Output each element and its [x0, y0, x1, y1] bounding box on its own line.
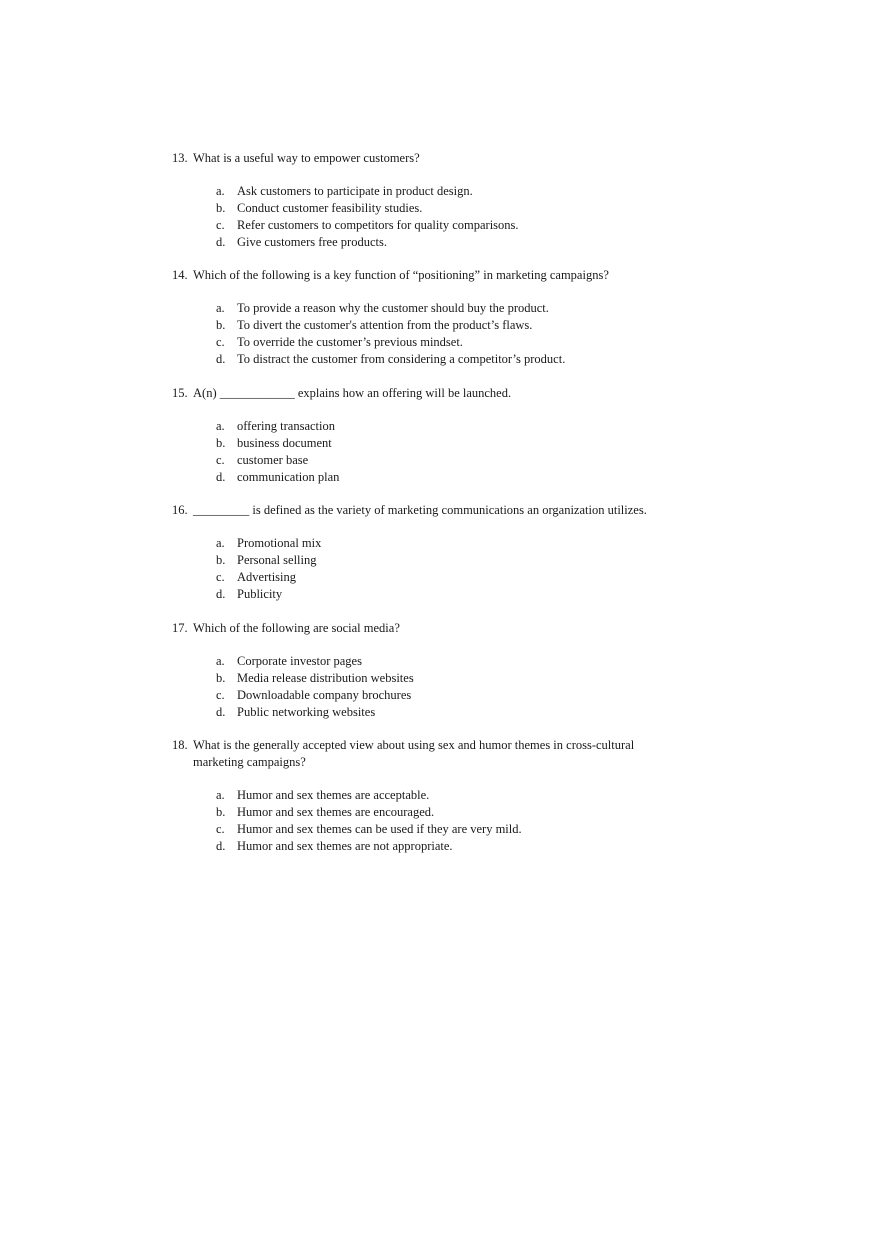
- question-stem: [172, 620, 672, 637]
- option-letter: a.: [216, 654, 225, 668]
- option-a: [216, 183, 672, 200]
- option-text: Humor and sex themes are encouraged.: [237, 805, 435, 819]
- option-text: Advertising: [237, 570, 297, 584]
- question-13: [172, 150, 672, 251]
- option-letter: d.: [216, 587, 226, 601]
- option-letter: d.: [216, 235, 226, 249]
- option-d: [216, 704, 672, 721]
- question-text: Which of the following are social media?: [193, 621, 400, 635]
- question-number: 15.: [172, 386, 188, 400]
- option-text: Media release distribution websites: [237, 671, 414, 685]
- option-text: Humor and sex themes are acceptable.: [237, 788, 430, 802]
- option-a: [216, 653, 672, 670]
- option-letter: c.: [216, 218, 225, 232]
- option-letter: c.: [216, 335, 225, 349]
- option-text: Corporate investor pages: [237, 654, 362, 668]
- option-b: [216, 317, 672, 334]
- option-text: Promotional mix: [237, 536, 322, 550]
- question-stem: [172, 502, 672, 519]
- option-c: [216, 217, 672, 234]
- option-letter: a.: [216, 419, 225, 433]
- option-letter: c.: [216, 822, 225, 836]
- option-c: [216, 334, 672, 351]
- option-letter: c.: [216, 570, 225, 584]
- option-c: [216, 687, 672, 704]
- option-text: Ask customers to participate in product design.: [237, 184, 473, 198]
- option-letter: c.: [216, 688, 225, 702]
- option-text: To divert the customer's attention from the product’s flaws.: [237, 318, 533, 332]
- question-text: Which of the following is a key function of “positioning” in marketing campaigns?: [193, 268, 609, 282]
- option-c: [216, 569, 672, 586]
- option-c: [216, 821, 642, 838]
- option-text: Refer customers to competitors for quality comparisons.: [237, 218, 519, 232]
- question-stem: [172, 385, 672, 402]
- question-16: [172, 502, 672, 603]
- option-text: Downloadable company brochures: [237, 688, 412, 702]
- question-stem: [172, 737, 642, 771]
- option-a: [216, 787, 642, 804]
- option-list: [216, 183, 672, 251]
- option-list: [216, 535, 672, 603]
- question-18: [172, 737, 642, 855]
- question-number: 14.: [172, 268, 188, 282]
- question-text: What is a useful way to empower customers?: [193, 151, 420, 165]
- option-text: To distract the customer from considering a competitor’s product.: [237, 352, 566, 366]
- option-b: [216, 670, 672, 687]
- option-list: [216, 653, 672, 721]
- option-letter: b.: [216, 671, 226, 685]
- option-letter: a.: [216, 184, 225, 198]
- option-d: [216, 838, 642, 855]
- option-text: To override the customer’s previous mindset.: [237, 335, 463, 349]
- option-list: [216, 787, 642, 855]
- option-b: [216, 200, 672, 217]
- question-number: 18.: [172, 738, 188, 752]
- option-letter: b.: [216, 318, 226, 332]
- option-d: [216, 351, 672, 368]
- question-17: [172, 620, 672, 721]
- option-text: Give customers free products.: [237, 235, 387, 249]
- option-letter: a.: [216, 536, 225, 550]
- option-a: [216, 300, 672, 317]
- option-letter: b.: [216, 805, 226, 819]
- option-text: Humor and sex themes are not appropriate.: [237, 839, 453, 853]
- question-number: 17.: [172, 621, 188, 635]
- option-d: [216, 469, 672, 486]
- option-text: customer base: [237, 453, 309, 467]
- question-15: [172, 385, 672, 486]
- question-text: What is the generally accepted view about using sex and humor themes in cross-cultural marketing campaigns?: [193, 738, 635, 769]
- option-letter: c.: [216, 453, 225, 467]
- option-d: [216, 586, 672, 603]
- option-letter: d.: [216, 352, 226, 366]
- option-text: Personal selling: [237, 553, 317, 567]
- option-a: [216, 535, 672, 552]
- option-letter: b.: [216, 553, 226, 567]
- option-letter: a.: [216, 301, 225, 315]
- option-letter: d.: [216, 839, 226, 853]
- option-letter: d.: [216, 470, 226, 484]
- question-text: A(n) ____________ explains how an offering will be launched.: [193, 386, 512, 400]
- option-text: Public networking websites: [237, 705, 376, 719]
- question-text: _________ is defined as the variety of marketing communications an organization utilizes.: [193, 503, 647, 517]
- option-text: offering transaction: [237, 419, 335, 433]
- option-letter: d.: [216, 705, 226, 719]
- option-letter: b.: [216, 201, 226, 215]
- option-text: Conduct customer feasibility studies.: [237, 201, 423, 215]
- option-text: Humor and sex themes can be used if they are very mild.: [237, 822, 522, 836]
- option-c: [216, 452, 672, 469]
- option-text: To provide a reason why the customer should buy the product.: [237, 301, 549, 315]
- option-b: [216, 804, 642, 821]
- option-text: communication plan: [237, 470, 340, 484]
- option-d: [216, 234, 672, 251]
- question-number: 13.: [172, 151, 188, 165]
- option-list: [216, 300, 672, 368]
- option-b: [216, 435, 672, 452]
- question-stem: [172, 150, 672, 167]
- option-list: [216, 418, 672, 486]
- question-stem: [172, 267, 672, 284]
- question-number: 16.: [172, 503, 188, 517]
- option-letter: b.: [216, 436, 226, 450]
- option-letter: a.: [216, 788, 225, 802]
- option-a: [216, 418, 672, 435]
- option-b: [216, 552, 672, 569]
- option-text: Publicity: [237, 587, 283, 601]
- question-14: [172, 267, 672, 368]
- option-text: business document: [237, 436, 332, 450]
